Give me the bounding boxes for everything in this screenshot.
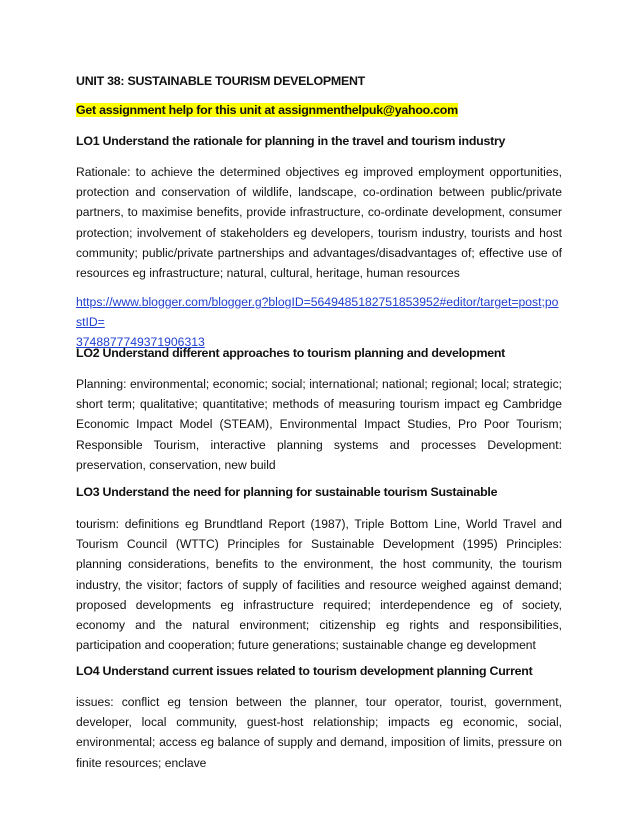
lo2-heading: LO2 Understand different approaches to tourism planning and development xyxy=(76,346,506,360)
lo1-body: Rationale: to achieve the determined objectives eg improved employment opportunities, protection and conservation of wildlife, landscape, co-ordination between public/private partners, to maximise benefits, provide infrastructure, co-ordinate development, consumer protection; involvement of stakeholders eg developers, tourism industry, tourists and host community; public/private partnerships and advantages/disadvantages of; effective use of resources eg infrastructure; natural, cultural, heritage, human resources xyxy=(76,165,562,281)
blogger-link-line1[interactable]: https://www.blogger.com/blogger.g?blogID=5649485182751853952#editor/target=post;postID= xyxy=(76,295,559,329)
blogger-link-line2[interactable]: 3748877749371906313 xyxy=(76,335,205,349)
lo2-body: Planning: environmental; economic; social; international; national; regional; local; strategic; short term; qualitative; quantitative; methods of measuring tourism impact eg Cambridge Economic Impact Model (STEAM), Environmental Impact Studies, Pro Poor Tourism; Responsible Tourism, interactive planning systems and processes Development: preservation, conservation, new build xyxy=(76,377,562,472)
unit-title: UNIT 38: SUSTAINABLE TOURISM DEVELOPMENT xyxy=(76,74,366,88)
lo4-body: issues: conflict eg tension between the planner, tour operator, tourist, government, developer, local community, guest-host relationship; impacts eg economic, social, environmental; access eg balance of supply and demand, imposition of limits, pressure on finite resources; enclave xyxy=(76,695,562,770)
lo3-heading: LO3 Understand the need for planning for sustainable tourism Sustainable xyxy=(76,485,498,499)
lo4-heading: LO4 Understand current issues related to tourism development planning Current xyxy=(76,664,533,678)
lo3-body: tourism: definitions eg Brundtland Report (1987), Triple Bottom Line, World Travel and Tourism Council (WTTC) Principles for Sustainable Development (1995) Principles: planning considerations, benefits to the environment, the host community, the tourism industry, the visitor; factors of supply of facilities and resource weighed against demand; proposed developments eg infrastructure required; interdependence eg of society, economy and the natural environment; citizenship eg rights and responsibilities, participation and cooperation; future generations; sustainable change eg development xyxy=(76,517,562,653)
blogger-link[interactable] xyxy=(76,292,562,352)
lo1-heading: LO1 Understand the rationale for planning in the travel and tourism industry xyxy=(76,134,506,148)
help-line-highlight: Get assignment help for this unit at assignmenthelpuk@yahoo.com xyxy=(76,103,458,117)
help-line xyxy=(76,103,562,117)
